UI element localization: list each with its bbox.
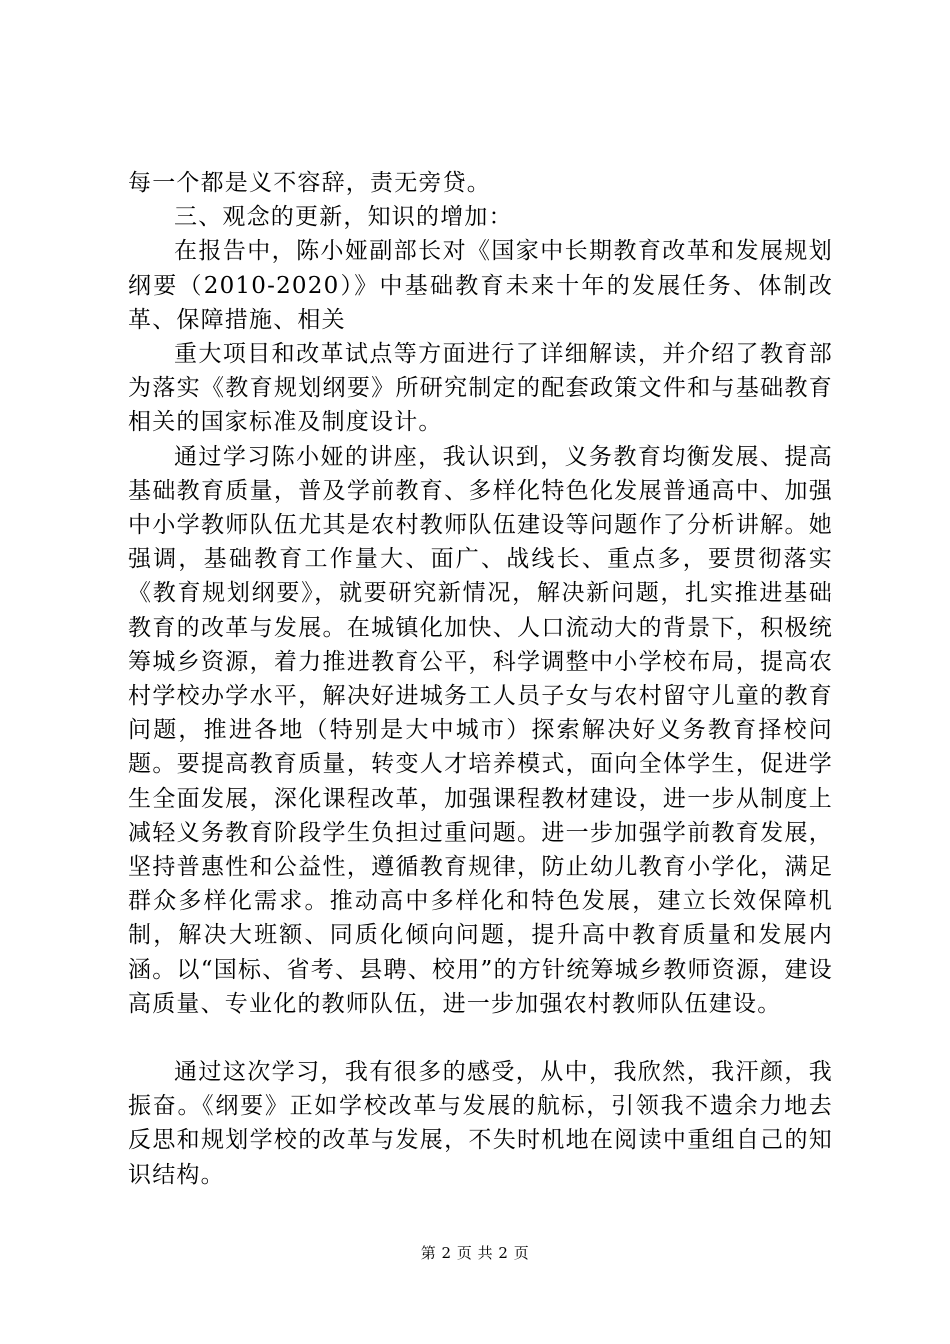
paragraph-report-intro: 在报告中，陈小娅副部长对《国家中长期教育改革和发展规划纲要（2010-2020）》中基础教育未来十年的发展任务、体制改革、保障措施、相关: [128, 238, 833, 333]
document-body: [128, 166, 833, 1192]
paragraph-continuation: 每一个都是义不容辞，责无旁贷。: [128, 170, 491, 196]
paragraph-spacer: [128, 1021, 833, 1055]
paragraph-report-detail: 重大项目和改革试点等方面进行了详细解读，并介绍了教育部为落实《教育规划纲要》所研究制定的配套政策文件和与基础教育相关的国家标准及制度设计。: [128, 341, 833, 436]
page-footer: 第 2 页 共 2 页: [420, 1244, 530, 1262]
paragraph-conclusion: 通过这次学习，我有很多的感受，从中，我欣然，我汗颜，我振奋。《纲要》正如学校改革与发展的航标，引领我不遗余力地去反思和规划学校的改革与发展，不失时机地在阅读中重组自己的知识结构。: [128, 1059, 833, 1188]
section-heading: 三、观念的更新，知识的增加：: [174, 204, 513, 231]
paragraph-lecture-summary: 通过学习陈小娅的讲座，我认识到，义务教育均衡发展、提高基础教育质量，普及学前教育、多样化特色化发展普通高中、加强中小学教师队伍尤其是农村教师队伍建设等问题作了分析讲解。她强调，基础教育工作量大、面广、战线长、重点多，要贯彻落实《教育规划纲要》，就要研究新情况，解决新问题，扎实推进基础教育的改革与发展。在城镇化加快、人口流动大的背景下，积极统筹城乡资源，着力推进教育公平，科学调整中小学校布局，提高农村学校办学水平，解决好进城务工人员子女与农村留守儿童的教育问题，推进各地（特别是大中城市）探索解决好义务教育择校问题。要提高教育质量，转变人才培养模式，面向全体学生，促进学生全面发展，深化课程改革，加强课程教材建设，进一步从制度上减轻义务教育阶段学生负担过重问题。进一步加强学前教育发展，坚持普惠性和公益性，遵循教育规律，防止幼儿教育小学化，满足群众多样化需求。推动高中多样化和特色发展，建立长效保障机制，解决大班额、同质化倾向问题，提升高中教育质量和发展内涵。以“国标、省考、县聘、校用”的方针统筹城乡教师资源，建设高质量、专业化的教师队伍，进一步加强农村教师队伍建设。: [128, 443, 833, 1017]
